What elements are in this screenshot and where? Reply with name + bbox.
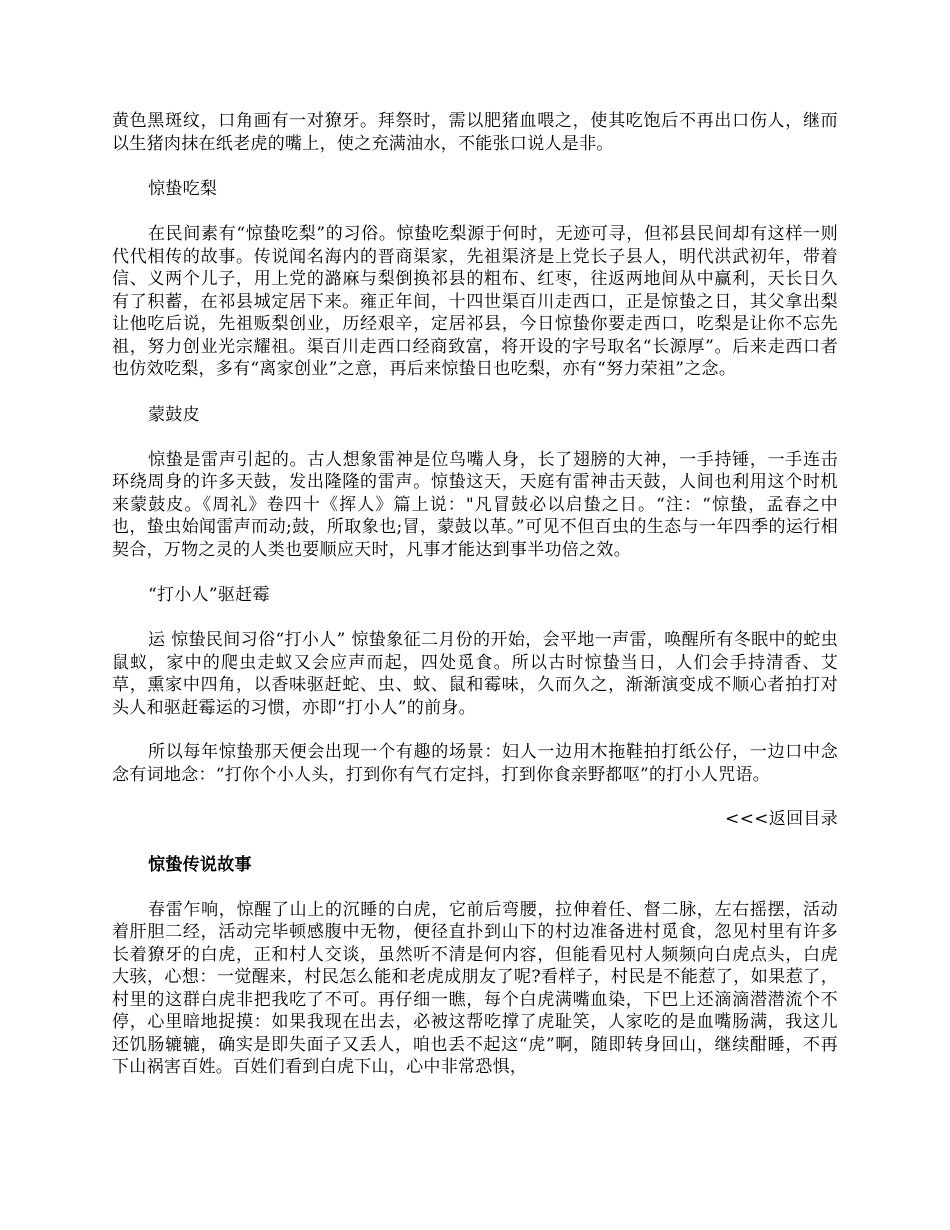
document-page (112, 110, 838, 1079)
heading-drum-skin: 蒙鼓皮 (148, 404, 200, 425)
paragraph-eat-pear: 在民间素有“惊蛰吃梨”的习俗。惊蛰吃梨源于何时，无迹可寻，但祁县民间却有这样一则代代相传的故事。传说闻名海内的晋商渠家，先祖渠济是上党长子县人，明代洪武初年，带着信、义两个儿子，用上党的潞麻与梨倒换祁县的粗布、红枣，往返两地间从中赢利，天长日久有了积蓄，在祁县城定居下来。雍正年间，十四世渠百川走西口，正是惊蛰之日，其父拿出梨让他吃后说，先祖贩梨创业，历经艰辛，定居祁县，今日惊蛰你要走西口，吃梨是让你不忘先祖，努力创业光宗耀祖。渠百川走西口经商致富，将开设的字号取名“长源厚”。后来走西口者也仿效吃梨，多有“离家创业”之意，再后来惊蛰日也吃梨，亦有“努力荣祖”之念。 (112, 224, 838, 379)
paragraph-jingzhe-legend: 春雷乍响，惊醒了山上的沉睡的白虎，它前后弯腰，拉伸着任、督二脉，左右摇摆，活动着肝胆二经，活动完毕顿感腹中无物，便径直扑到山下的村边准备进村觅食，忽见村里有许多长着獠牙的白虎，正和村人交谈，虽然听不清是何内容，但能看见村人频频向白虎点头，白虎大骇，心想：一觉醒来，村民怎么能和老虎成朋友了呢?看样子，村民是不能惹了，如果惹了，村里的这群白虎非把我吃了不可。再仔细一瞧，每个白虎满嘴血染，下巴上还滴滴潜潜流个不停，心里暗地捉摸：如果我现在出去，必被这帮吃撑了虎耻笑，人家吃的是血嘴肠满，我这儿还饥肠辘辘，确实是即失面子又丢人，咱也丢不起这“虎”啊，随即转身回山，继续酣睡，不再下山祸害百姓。百姓们看到白虎下山，心中非常恐惧， (112, 899, 838, 1077)
heading-jingzhe-eat-pear: 惊蛰吃梨 (148, 179, 218, 199)
paragraph-drum-skin: 惊蛰是雷声引起的。古人想象雷神是位鸟嘴人身，长了翅膀的大神，一手持锤，一手连击环绕周身的许多天鼓，发出隆隆的雷声。惊蛰这天，天庭有雷神击天鼓，人间也利用这个时机来蒙鼓皮。《周礼》卷四十《挥人》篇上说："凡冒鼓必以启蛰之日。“注：“惊蛰，孟春之中也，蛰虫始闻雷声而动;鼓，所取象也;冒，蒙鼓以革。”可见不但百虫的生态与一年四季的运行相契合，万物之灵的人类也要顺应天时，凡事才能达到事半功倍之效。 (112, 449, 838, 560)
paragraph-paper-tiger-end: 黄色黑斑纹，口角画有一对獠牙。拜祭时，需以肥猪血喂之，使其吃饱后不再出口伤人，继而以生猪肉抹在纸老虎的嘴上，使之充满油水，不能张口说人是非。 (112, 111, 838, 154)
paragraph-beat-villain-scene: 所以每年惊蛰那天便会出现一个有趣的场景：妇人一边用木拖鞋拍打纸公仔，一边口中念念有词地念：“打你个小人头，打到你有气冇定抖，打到你食亲野都呕”的打小人咒语。 (112, 742, 838, 785)
paragraph-beat-villain: 运 惊蛰民间习俗“打小人” 惊蛰象征二月份的开始，会平地一声雷，唤醒所有冬眠中的蛇虫鼠蚁，家中的爬虫走蚁又会应声而起，四处觅食。所以古时惊蛰当日，人们会手持清香、艾草，熏家中四角，以香味驱赶蛇、虫、蚊、鼠和霉味，久而久之，渐渐演变成不顺心者拍打对头人和驱赶霉运的习惯，亦即“打小人”的前身。 (112, 630, 838, 718)
heading-beat-villain: “打小人”驱赶霉 (148, 585, 270, 605)
back-to-contents-link[interactable]: <<<返回目录 (725, 809, 838, 829)
heading-jingzhe-legend: 惊蛰传说故事 (148, 854, 252, 875)
